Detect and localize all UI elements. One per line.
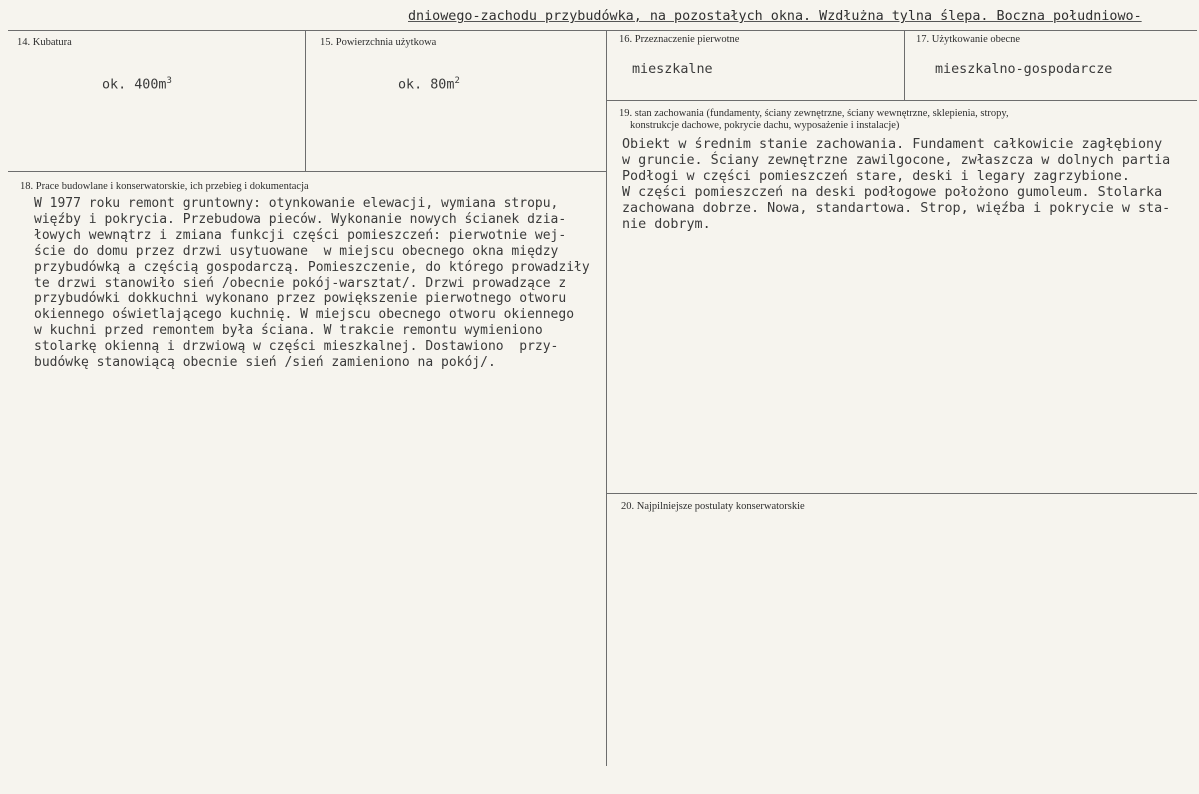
stan-text-line: nie dobrym. <box>622 216 711 232</box>
field-19-label-line1: 19. stan zachowania (fundamenty, ściany zewnętrzne, ściany wewnętrzne, sklepienia, stropy, <box>619 108 1009 119</box>
field-14-label: 14. Kubatura <box>17 37 72 48</box>
field-19-label-line2: konstrukcje dachowe, pokrycie dachu, wyposażenie i instalacje) <box>630 120 900 131</box>
prace-text-line: stolarkę okienną i drzwiową w części mieszkalnej. Dostawiono przy- <box>34 339 559 355</box>
continued-text-line: dniowego-zachodu przybudówka, na pozostałych okna. Wzdłużna tylna ślepa. Boczna południowo- <box>408 9 1142 24</box>
field-20-label: 20. Najpilniejsze postulaty konserwatorskie <box>621 501 805 512</box>
prace-text-line: ście do domu przez drzwi usytuowane w miejscu obecnego okna między <box>34 243 559 259</box>
kubatura-unit-exponent: 3 <box>166 76 172 86</box>
kubatura-value: ok. 400m <box>102 77 167 93</box>
field-14-value <box>102 74 172 93</box>
prace-text-line: okiennego oświetlającego kuchnię. W miejscu obecnego otworu okiennego <box>34 307 575 323</box>
prace-text-line: więźby i pokrycia. Przebudowa pieców. Wykonanie nowych ścianek dzia- <box>34 211 567 227</box>
field-16-value: mieszkalne <box>632 62 713 77</box>
stan-text-line: w gruncie. Ściany zewnętrzne zawilgocone, zwłaszcza w dolnych partia <box>622 152 1171 168</box>
divider-row1 <box>8 171 606 172</box>
field-19-text <box>622 137 1170 232</box>
divider-top <box>8 30 1197 31</box>
field-18-label: 18. Prace budowlane i konserwatorskie, ich przebieg i dokumentacja <box>20 181 309 192</box>
divider-v-14-15 <box>305 30 306 171</box>
field-15-value <box>398 74 460 93</box>
stan-text-line: W części pomieszczeń na deski podłogowe położono gumoleum. Stolarka <box>622 184 1163 200</box>
prace-text-line: te drzwi stanowiło sień /obecnie pokój-warsztat/. Drzwi prowadzące z <box>34 275 567 291</box>
divider-right-low <box>606 493 1197 494</box>
stan-text-line: zachowana dobrze. Nowa, standartowa. Strop, więźba i pokrycie w sta- <box>622 200 1171 216</box>
field-16-label: 16. Przeznaczenie pierwotne <box>619 34 740 45</box>
prace-text-line: W 1977 roku remont gruntowny: otynkowanie elewacji, wymiana stropu, <box>34 196 559 211</box>
divider-v-center <box>606 30 607 766</box>
prace-text-line: budówkę stanowiącą obecnie sień /sień zamieniono na pokój/. <box>34 355 496 371</box>
field-17-value: mieszkalno-gospodarcze <box>935 62 1113 77</box>
field-17-label: 17. Użytkowanie obecne <box>916 34 1021 45</box>
prace-text-line: łowych wewnątrz i zmiana funkcji części pomieszczeń: pierwotnie wej- <box>34 227 567 243</box>
powierzchnia-value: ok. 80m <box>398 77 455 93</box>
field-18-text <box>34 196 590 371</box>
prace-text-line: przybudówką a częścią gospodarczą. Pomieszczenie, do którego prowadziły <box>34 259 590 275</box>
powierzchnia-unit-exponent: 2 <box>454 76 460 86</box>
stan-text-line: Obiekt w średnim stanie zachowania. Fundament całkowicie zagłębiony <box>622 137 1163 152</box>
stan-text-line: Podłogi w części pomieszczeń stare, deski i legary zagrzybione. <box>622 168 1130 184</box>
divider-right-mid <box>606 100 1197 101</box>
prace-text-line: w kuchni przed remontem była ściana. W trakcie remontu wymieniono <box>34 323 543 339</box>
divider-v-16-17 <box>904 30 905 100</box>
field-15-label: 15. Powierzchnia użytkowa <box>320 37 437 48</box>
prace-text-line: przybudówki dokkuchni wykonano przez powiększenie pierwotnego otworu <box>34 291 567 307</box>
